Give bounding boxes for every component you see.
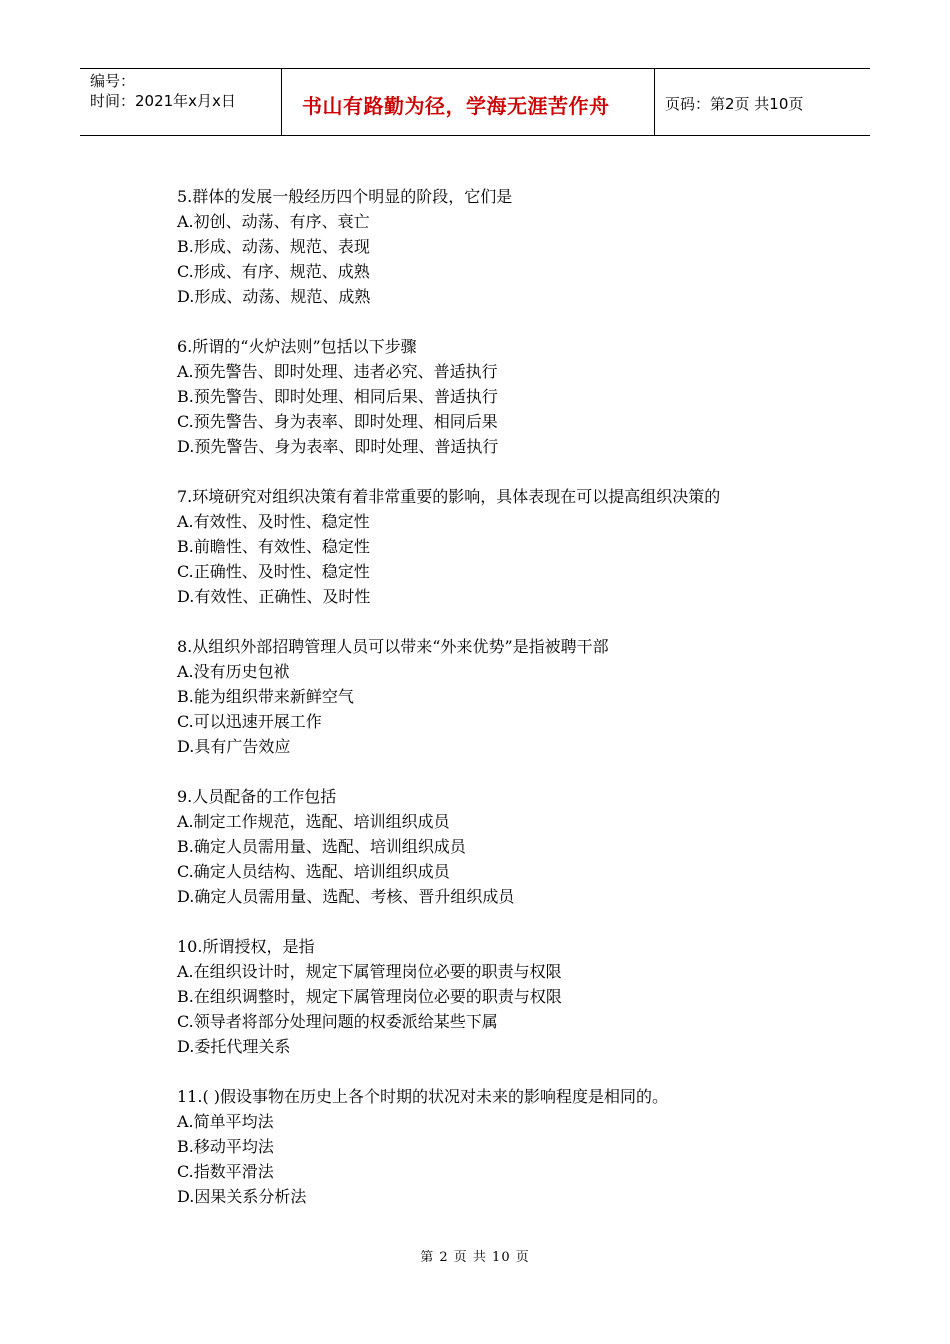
question-stem: 8.从组织外部招聘管理人员可以带来“外来优势”是指被聘干部 [177,637,609,656]
number-label: 编号： [90,72,136,90]
document-header [80,68,870,136]
option-d: D.因果关系分析法 [177,1187,307,1206]
option-b: B.确定人员需用量、选配、培训组织成员 [177,837,466,856]
option-d: D.确定人员需用量、选配、考核、晋升组织成员 [177,887,515,906]
motto-text: 书山有路勤为径，学海无涯苦作舟 [302,93,610,118]
option-b: B.能为组织带来新鲜空气 [177,687,354,706]
page-info: 页码：第2页 共10页 [665,94,804,113]
option-b: B.前瞻性、有效性、稳定性 [177,537,370,556]
option-a: A.预先警告、即时处理、违者必究、普适执行 [177,362,498,381]
header-page-cell [655,69,870,135]
option-c: C.确定人员结构、选配、培训组织成员 [177,862,450,881]
option-a: A.简单平均法 [177,1112,274,1131]
option-a: A.初创、动荡、有序、衰亡 [177,212,370,231]
question-11 [177,1084,817,1209]
option-d: D.有效性、正确性、及时性 [177,587,371,606]
page-footer: 第 2 页 共 10 页 [420,1250,530,1265]
question-10 [177,934,817,1059]
question-8 [177,634,817,759]
option-d: D.形成、动荡、规范、成熟 [177,287,371,306]
option-c: C.预先警告、身为表率、即时处理、相同后果 [177,412,498,431]
header-motto-cell [282,69,655,135]
option-d: D.具有广告效应 [177,737,291,756]
option-c: C.领导者将部分处理问题的权委派给某些下属 [177,1012,498,1031]
question-7 [177,484,817,609]
option-b: B.在组织调整时，规定下属管理岗位必要的职责与权限 [177,987,562,1006]
option-d: D.预先警告、身为表率、即时处理、普适执行 [177,437,499,456]
question-stem: 7.环境研究对组织决策有着非常重要的影响，具体表现在可以提高组织决策的 [177,487,721,506]
question-stem: 10.所谓授权，是指 [177,937,315,956]
question-6 [177,334,817,459]
option-c: C.指数平滑法 [177,1162,274,1181]
question-stem: 5.群体的发展一般经历四个明显的阶段，它们是 [177,187,513,206]
option-a: A.有效性、及时性、稳定性 [177,512,370,531]
option-a: A.在组织设计时，规定下属管理岗位必要的职责与权限 [177,962,562,981]
header-meta-cell [80,69,282,135]
option-c: C.形成、有序、规范、成熟 [177,262,370,281]
time-label: 时间：2021年x月x日 [90,92,236,110]
question-stem: 6.所谓的“火炉法则”包括以下步骤 [177,337,417,356]
question-list [177,184,817,1234]
option-d: D.委托代理关系 [177,1037,291,1056]
question-stem: 9.人员配备的工作包括 [177,787,337,806]
option-b: B.预先警告、即时处理、相同后果、普适执行 [177,387,498,406]
option-c: C.可以迅速开展工作 [177,712,322,731]
option-a: A.没有历史包袱 [177,662,290,681]
option-b: B.移动平均法 [177,1137,274,1156]
question-stem: 11.( )假设事物在历史上各个时期的状况对未来的影响程度是相同的。 [177,1087,669,1106]
option-b: B.形成、动荡、规范、表现 [177,237,370,256]
option-a: A.制定工作规范，选配、培训组织成员 [177,812,450,831]
question-9 [177,784,817,909]
option-c: C.正确性、及时性、稳定性 [177,562,370,581]
question-5 [177,184,817,309]
